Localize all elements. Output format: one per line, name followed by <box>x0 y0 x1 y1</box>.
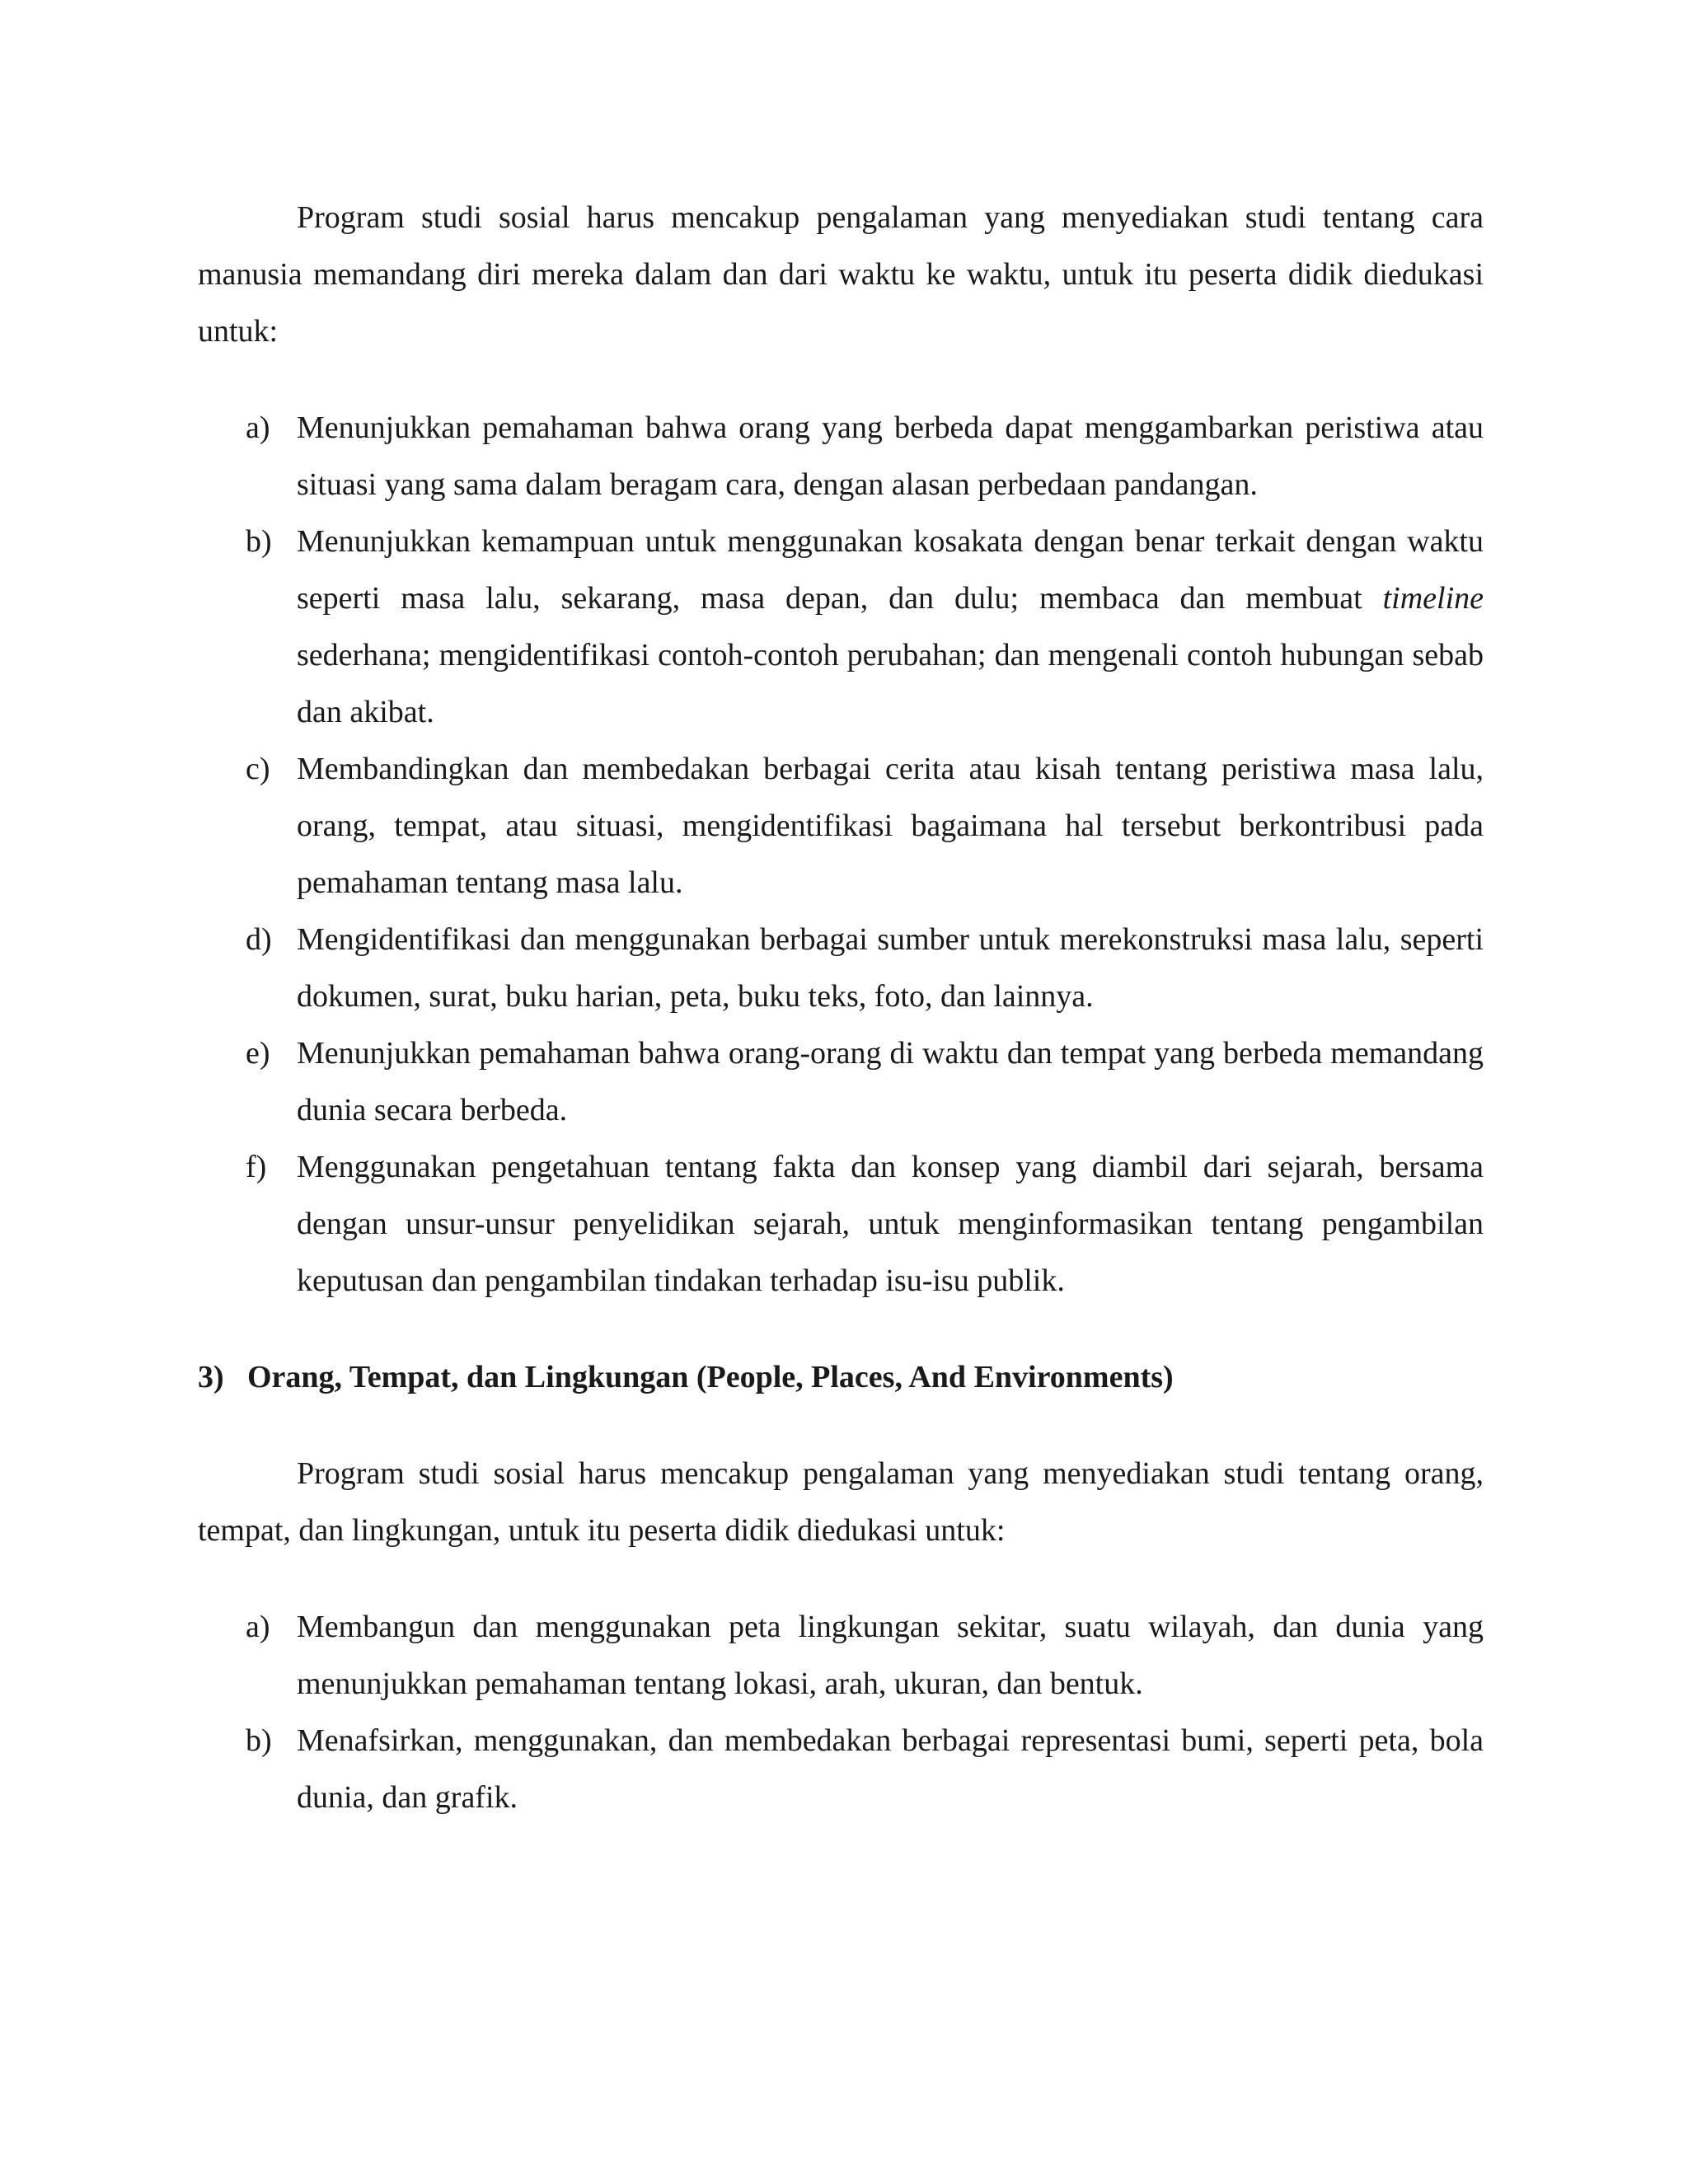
list-item-text: Menggunakan pengetahuan tentang fakta dan konsep yang diambil dari sejarah, bersama dengan unsur-unsur penyelidikan sejarah, untuk menginformasikan tentang pengambilan keputusan dan pengambilan tindakan terhadap isu-isu publik. <box>297 1150 1484 1298</box>
list-marker: a) <box>246 410 270 445</box>
italic-term: timeline <box>1382 581 1484 616</box>
list-item-text: Mengidentifikasi dan menggunakan berbagai sumber untuk merekonstruksi masa lalu, seperti dokumen, surat, buku harian, peta, buku teks, foto, dan lainnya. <box>297 922 1484 1014</box>
list-item <box>198 1713 1484 1826</box>
section-number: 3) <box>198 1360 224 1394</box>
list-item-text-part: sederhana; mengidentifikasi contoh-contoh perubahan; dan mengenali contoh hubungan sebab dan akibat. <box>297 638 1484 729</box>
list-marker: c) <box>246 752 270 786</box>
list-item-text: Menunjukkan pemahaman bahwa orang-orang di waktu dan tempat yang berbeda memandang dunia secara berbeda. <box>297 1036 1484 1127</box>
people-places-list <box>198 1599 1484 1826</box>
document-body <box>198 190 1484 1826</box>
section-heading <box>198 1349 1484 1406</box>
list-item <box>198 400 1484 513</box>
section-title: Orang, Tempat, dan Lingkungan (People, Places, And Environments) <box>247 1360 1174 1394</box>
list-item-text: Membandingkan dan membedakan berbagai cerita atau kisah tentang peristiwa masa lalu, orang, tempat, atau situasi, mengidentifikasi bagaimana hal tersebut berkontribusi pada pemahaman tentang masa lalu. <box>297 752 1484 900</box>
list-item-text: Menunjukkan pemahaman bahwa orang yang berbeda dapat menggambarkan peristiwa atau situasi yang sama dalam beragam cara, dengan alasan perbedaan pandangan. <box>297 410 1484 502</box>
list-item <box>198 513 1484 741</box>
list-item <box>198 1599 1484 1713</box>
list-item <box>198 1025 1484 1139</box>
list-item <box>198 1139 1484 1310</box>
list-marker: a) <box>246 1610 270 1644</box>
time-continuity-list <box>198 400 1484 1310</box>
intro-paragraph: Program studi sosial harus mencakup pengalaman yang menyediakan studi tentang cara manusia memandang diri mereka dalam dan dari waktu ke waktu, untuk itu peserta didik diedukasi untuk: <box>198 200 1484 349</box>
list-item <box>198 912 1484 1025</box>
list-item-text <box>297 524 1484 729</box>
list-item-text-part: Menunjukkan kemampuan untuk menggunakan kosakata dengan benar terkait dengan waktu seperti masa lalu, sekarang, masa depan, dan dulu; membaca dan membuat <box>297 524 1484 616</box>
section-paragraph: Program studi sosial harus mencakup pengalaman yang menyediakan studi tentang orang, tempat, dan lingkungan, untuk itu peserta didik diedukasi untuk: <box>198 1456 1484 1548</box>
list-marker: f) <box>246 1150 267 1184</box>
list-item <box>198 741 1484 912</box>
list-marker: d) <box>246 922 272 957</box>
list-marker: e) <box>246 1036 270 1071</box>
list-marker: b) <box>246 524 272 559</box>
list-marker: b) <box>246 1723 272 1758</box>
list-item-text: Membangun dan menggunakan peta lingkungan sekitar, suatu wilayah, dan dunia yang menunjukkan pemahaman tentang lokasi, arah, ukuran, dan bentuk. <box>297 1610 1484 1701</box>
list-item-text: Menafsirkan, menggunakan, dan membedakan berbagai representasi bumi, seperti peta, bola dunia, dan grafik. <box>297 1723 1484 1815</box>
